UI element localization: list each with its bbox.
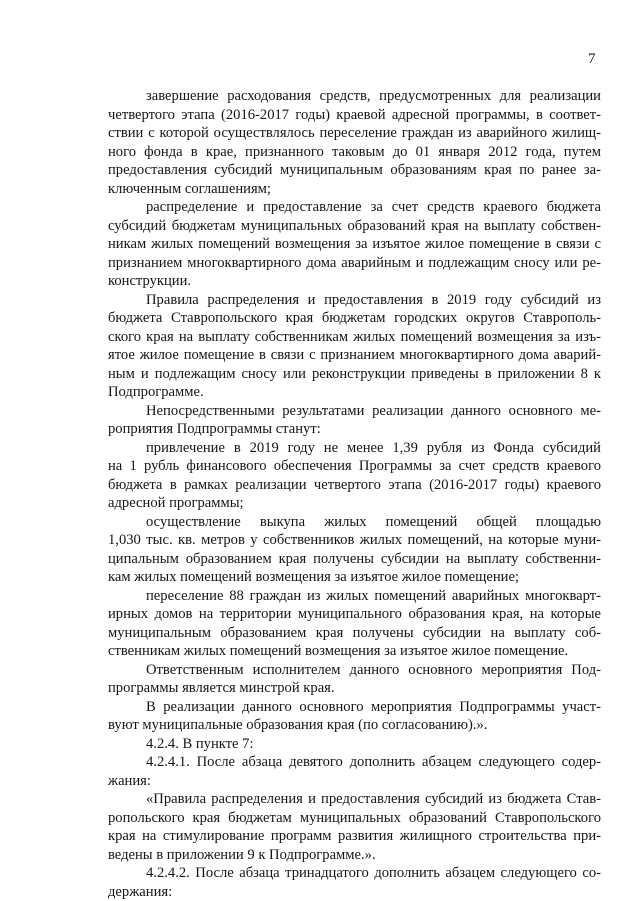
paragraph: [108, 864, 601, 901]
paragraph: [108, 439, 601, 513]
text-line: конструкции.: [108, 272, 601, 291]
text-line: кам жилых помещений возмещения за изъятое жилое помещение;: [108, 568, 601, 587]
text-line: ирных домов на территории муниципального образования края, на которые: [108, 605, 601, 624]
text-line: признанием многоквартирного дома аварийным и подлежащим сносу или ре-: [108, 254, 601, 273]
text-line: 1,030 тыс. кв. метров у собственников жилых помещений, на которые муни-: [108, 531, 601, 550]
paragraph: [108, 698, 601, 735]
text-line: никам жилых помещений возмещения за изъятое жилое помещение в связи с: [108, 235, 601, 254]
text-line: ным и подлежащим сносу или реконструкции приведены в приложении 8 к: [108, 365, 601, 384]
paragraph: [108, 735, 601, 754]
text-line: ского края на выплату собственникам жилых помещений возмещения за изъ-: [108, 328, 601, 347]
text-line: жания:: [108, 772, 601, 791]
text-line: ятое жилое помещение в связи с признанием многоквартирного дома аварий-: [108, 346, 601, 365]
paragraph: [108, 513, 601, 587]
document-body: [108, 87, 601, 901]
text-line: завершение расходования средств, предусмотренных для реализации: [108, 87, 601, 106]
text-line: ведены в приложении 9 к Подпрограмме.».: [108, 846, 601, 865]
text-line: бюджета Ставропольского края бюджетам городских округов Ставрополь-: [108, 309, 601, 328]
text-line: ципальным образованием края получены субсидии на выплату собственни-: [108, 550, 601, 569]
text-line: В реализации данного основного мероприятия Подпрограммы участ-: [108, 698, 601, 717]
text-line: Ответственным исполнителем данного основного мероприятия Под-: [108, 661, 601, 680]
text-line: ного фонда в крае, признанного таковым до 01 января 2012 года, путем: [108, 143, 601, 162]
text-line: на 1 рубль финансового обеспечения Программы за счет средств краевого: [108, 457, 601, 476]
text-line: ствии с которой осуществлялось переселение граждан из аварийного жилищ-: [108, 124, 601, 143]
page-number: 7: [588, 50, 596, 68]
text-line: ропольского края бюджетам муниципальных образований Ставропольского: [108, 809, 601, 828]
text-line: программы является минстрой края.: [108, 679, 601, 698]
text-line: привлечение в 2019 году не менее 1,39 рубля из Фонда субсидий: [108, 439, 601, 458]
text-line: края на стимулирование программ развития жилищного строительства при-: [108, 827, 601, 846]
text-line: роприятия Подпрограммы станут:: [108, 420, 601, 439]
text-line: переселение 88 граждан из жилых помещений аварийных многокварт-: [108, 587, 601, 606]
text-line: Подпрограмме.: [108, 383, 601, 402]
paragraph: [108, 753, 601, 790]
text-line: Правила распределения и предоставления в 2019 году субсидий из: [108, 291, 601, 310]
paragraph: [108, 587, 601, 661]
text-line: ственникам жилых помещений возмещения за изъятое жилое помещение.: [108, 642, 601, 661]
text-line: ключенным соглашениям;: [108, 180, 601, 199]
text-line: субсидий бюджетам муниципальных образований края на выплату собствен-: [108, 217, 601, 236]
text-line: адресной программы;: [108, 494, 601, 513]
text-line: распределение и предоставление за счет средств краевого бюджета: [108, 198, 601, 217]
text-line: предоставления субсидий муниципальным образованиям края по ранее за-: [108, 161, 601, 180]
text-line: держания:: [108, 883, 601, 901]
paragraph: [108, 661, 601, 698]
paragraph: [108, 291, 601, 402]
paragraph: [108, 87, 601, 198]
text-line: Непосредственными результатами реализации данного основного ме-: [108, 402, 601, 421]
text-line: осуществление выкупа жилых помещений общей площадью: [108, 513, 601, 532]
text-line: «Правила распределения и предоставления субсидий из бюджета Став-: [108, 790, 601, 809]
paragraph: [108, 402, 601, 439]
text-line: четвертого этапа (2016-2017 годы) краевой адресной программы, в соответ-: [108, 106, 601, 125]
text-line: 4.2.4.2. После абзаца тринадцатого дополнить абзацем следующего со-: [108, 864, 601, 883]
text-line: 4.2.4. В пункте 7:: [108, 735, 601, 754]
text-line: бюджета в рамках реализации четвертого этапа (2016-2017 годы) краевого: [108, 476, 601, 495]
paragraph: [108, 790, 601, 864]
text-line: вуют муниципальные образования края (по согласованию).».: [108, 716, 601, 735]
text-line: 4.2.4.1. После абзаца девятого дополнить абзацем следующего содер-: [108, 753, 601, 772]
text-line: муниципальным образованием края получены субсидии на выплату соб-: [108, 624, 601, 643]
paragraph: [108, 198, 601, 291]
